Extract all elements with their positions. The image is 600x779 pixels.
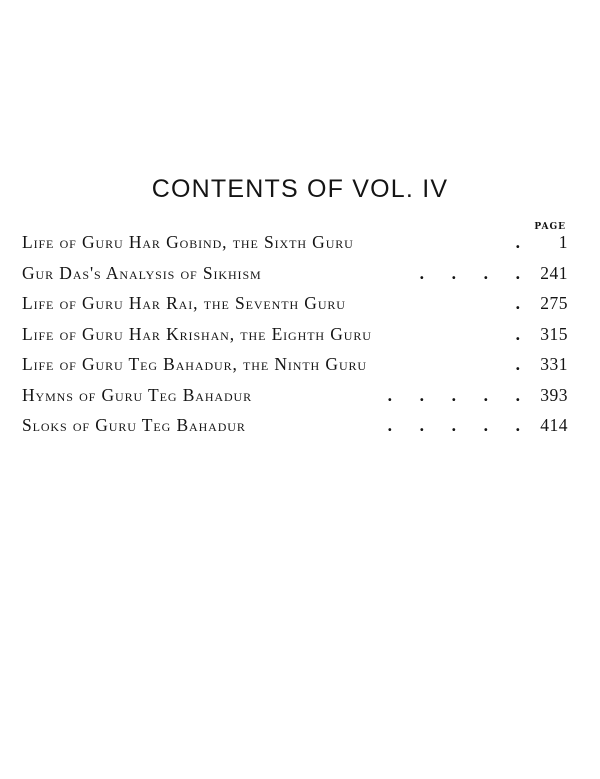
toc-entry-title: Life of Guru Har Gobind, the Sixth Guru bbox=[22, 232, 354, 252]
toc-entry bbox=[22, 293, 568, 324]
toc-dot-leader: . . . . bbox=[419, 262, 520, 283]
toc-entry-page-number: 414 bbox=[540, 415, 568, 435]
toc-entry-title: Hymns of Guru Teg Bahadur bbox=[22, 384, 253, 405]
toc-dot-leader: . bbox=[515, 232, 520, 252]
toc-entry-title: Life of Guru Har Rai, the Seventh Guru bbox=[22, 293, 346, 313]
toc-entry-page-number: 315 bbox=[540, 323, 568, 344]
toc-entry bbox=[22, 232, 568, 263]
toc-entry bbox=[22, 324, 568, 355]
toc-dot-leader: . bbox=[515, 323, 520, 344]
toc-entry-title: Life of Guru Teg Bahadur, the Ninth Guru bbox=[22, 354, 367, 374]
table-of-contents bbox=[22, 232, 568, 446]
toc-entry-page-number: 241 bbox=[540, 262, 568, 283]
toc-entry-page-number: 331 bbox=[540, 354, 568, 374]
toc-entry-title: Life of Guru Har Krishan, the Eighth Guru bbox=[22, 323, 372, 344]
toc-entry-page-number: 275 bbox=[540, 293, 568, 313]
toc-entry-title: Sloks of Guru Teg Bahadur bbox=[22, 415, 246, 435]
toc-entry bbox=[22, 263, 568, 294]
toc-dot-leader: . . . . . bbox=[387, 384, 520, 405]
toc-entry bbox=[22, 385, 568, 416]
toc-entry-page-number: 1 bbox=[558, 232, 568, 252]
toc-entry-page-number: 393 bbox=[540, 384, 568, 405]
page-column-label: PAGE bbox=[534, 222, 566, 232]
toc-entry bbox=[22, 415, 568, 446]
contents-heading: CONTENTS OF VOL. IV bbox=[151, 174, 449, 203]
toc-entry-title: Gur Das's Analysis of Sikhism bbox=[22, 262, 262, 283]
toc-dot-leader: . . . . . bbox=[387, 415, 520, 435]
toc-dot-leader: . bbox=[515, 293, 520, 313]
toc-dot-leader: . bbox=[515, 354, 520, 374]
toc-entry bbox=[22, 354, 568, 385]
